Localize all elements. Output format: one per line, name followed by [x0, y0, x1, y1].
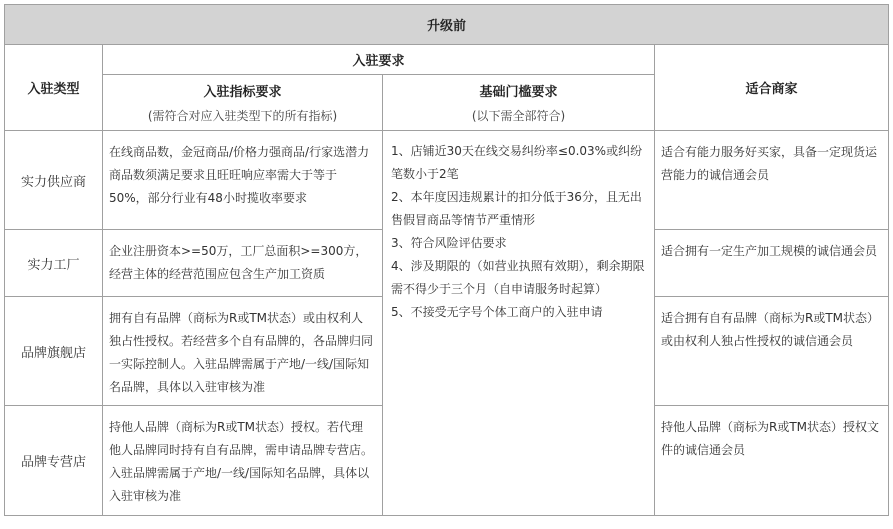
basic-requirement-item: 2、本年度因违规累计的扣分低于36分，且无出售假冒商品等情节严重情形 [391, 190, 642, 227]
row-indicator: 在线商品数，金冠商品/价格力强商品/行家选潜力商品数须满足要求且旺旺响应率需大于等于50%，部分行业有48小时揽收率要求 [109, 145, 370, 205]
basic-note: (以下需全部符合) [471, 109, 566, 123]
indicator-header: 入驻指标要求 [203, 85, 282, 100]
row-indicator-cell [103, 297, 383, 406]
basic-requirements-list [383, 131, 654, 330]
row-merchant: 适合拥有一定生产加工规模的诚信通会员 [661, 244, 878, 258]
table-row [5, 131, 889, 230]
row-merchant-cell [655, 230, 889, 297]
row-indicator-cell [103, 406, 383, 516]
row-type: 品牌专营店 [5, 406, 103, 516]
row-indicator: 企业注册资本>=50万，工厂总面积>=300方，经营主体的经营范围应包含生产加工资质 [109, 244, 368, 281]
basic-requirement-item: 1、店铺近30天在线交易纠纷率≤0.03%或纠纷笔数小于2笔 [391, 144, 643, 181]
basic-requirement-item: 5、不接受无字号个体工商户的入驻申请 [391, 305, 603, 319]
row-merchant: 持他人品牌（商标为R或TM状态）授权文件的诚信通会员 [661, 420, 880, 457]
basic-header: 基础门槛要求 [479, 85, 558, 100]
upgrade-before-table [4, 4, 889, 516]
row-type: 实力供应商 [5, 131, 103, 230]
indicator-note: (需符合对应入驻类型下的所有指标) [147, 109, 338, 123]
table-title: 升级前 [5, 5, 889, 45]
indicator-header-cell [103, 75, 383, 131]
basic-requirement-item: 3、符合风险评估要求 [391, 236, 507, 250]
row-merchant: 适合拥有自有品牌（商标为R或TM状态）或由权利人独占性授权的诚信通会员 [661, 311, 880, 348]
row-type: 实力工厂 [5, 230, 103, 297]
row-indicator-cell [103, 230, 383, 297]
row-merchant: 适合有能力服务好买家，具备一定现货运营能力的诚信通会员 [661, 145, 878, 182]
basic-requirement-item: 4、涉及期限的（如营业执照有效期），剩余期限需不得少于三个月（自申请服务时起算） [391, 259, 645, 296]
row-type: 品牌旗舰店 [5, 297, 103, 406]
suitable-merchant-header: 适合商家 [655, 45, 889, 131]
entry-type-header: 入驻类型 [5, 45, 103, 131]
row-merchant-cell [655, 297, 889, 406]
row-merchant-cell [655, 406, 889, 516]
basic-requirements-cell [383, 131, 655, 516]
row-indicator-cell [103, 131, 383, 230]
row-indicator: 持他人品牌（商标为R或TM状态）授权。若代理他人品牌同时持有自有品牌，需申请品牌专营店。入驻品牌需属于产地/一线/国际知名品牌，具体以入驻审核为准 [109, 420, 374, 503]
entry-requirements-header: 入驻要求 [103, 45, 655, 75]
basic-header-cell [383, 75, 655, 131]
row-indicator: 拥有自有品牌（商标为R或TM状态）或由权利人独占性授权。若经营多个自有品牌的，各品牌归同一实际控制人。入驻品牌需属于产地/一线/国际知名品牌，具体以入驻审核为准 [109, 311, 374, 394]
row-merchant-cell [655, 131, 889, 230]
